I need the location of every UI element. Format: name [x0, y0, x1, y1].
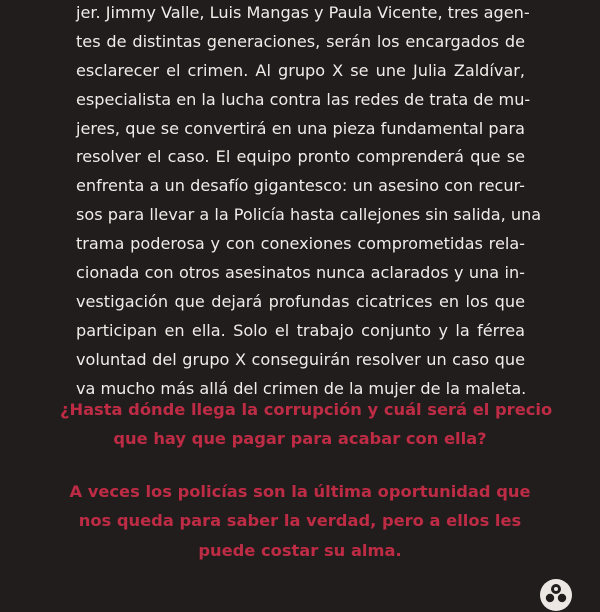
tagline-question-line: que hay que pagar para acabar con ella? — [113, 429, 487, 449]
synopsis-line: resolver el caso. El equipo pronto comprenderá que se — [76, 147, 525, 167]
synopsis-line: va mucho más allá del crimen de la mujer de la maleta. — [76, 378, 527, 398]
tagline-statement-line: A veces los policías son la última oportunidad que — [69, 482, 531, 501]
synopsis-line: cionada con otros asesinatos nunca aclarados y una in- — [76, 263, 525, 283]
tagline-statement-line: nos queda para saber la verdad, pero a ellos les — [78, 511, 522, 531]
synopsis-paragraph — [76, 0, 542, 403]
synopsis-line: esclarecer el crimen. Al grupo X se une Julia Zaldívar, — [76, 60, 525, 80]
synopsis-line: sos para llevar a la Policía hasta callejones sin salida, una — [76, 205, 542, 225]
synopsis-line: enfrenta a un desafío gigantesco: un asesino con recur- — [76, 176, 525, 196]
synopsis-line: tes de distintas generaciones, serán los encargados de — [76, 31, 525, 51]
tagline-statement-line: puede costar su alma. — [198, 540, 402, 560]
synopsis-line: especialista en la lucha contra las redes de trata de mu- — [76, 89, 531, 109]
tagline-question-line: ¿Hasta dónde llega la corrupción y cuál será el precio — [60, 400, 553, 419]
publisher-logo-icon — [539, 578, 573, 612]
synopsis-line: voluntad del grupo X conseguirán resolver un caso que — [76, 349, 525, 369]
tagline-question — [60, 395, 553, 454]
synopsis-line: trama poderosa y con conexiones comprometidas rela- — [76, 234, 525, 254]
synopsis-line: jer. Jimmy Valle, Luis Mangas y Paula Vicente, tres agen- — [76, 3, 530, 22]
tagline-statement — [60, 477, 540, 565]
synopsis-line: vestigación que dejará profundas cicatrices en los que — [76, 291, 525, 311]
synopsis-line: participan en ella. Solo el trabajo conjunto y la férrea — [76, 320, 525, 340]
synopsis-line: jeres, que se convertirá en una pieza fundamental para — [76, 118, 525, 138]
